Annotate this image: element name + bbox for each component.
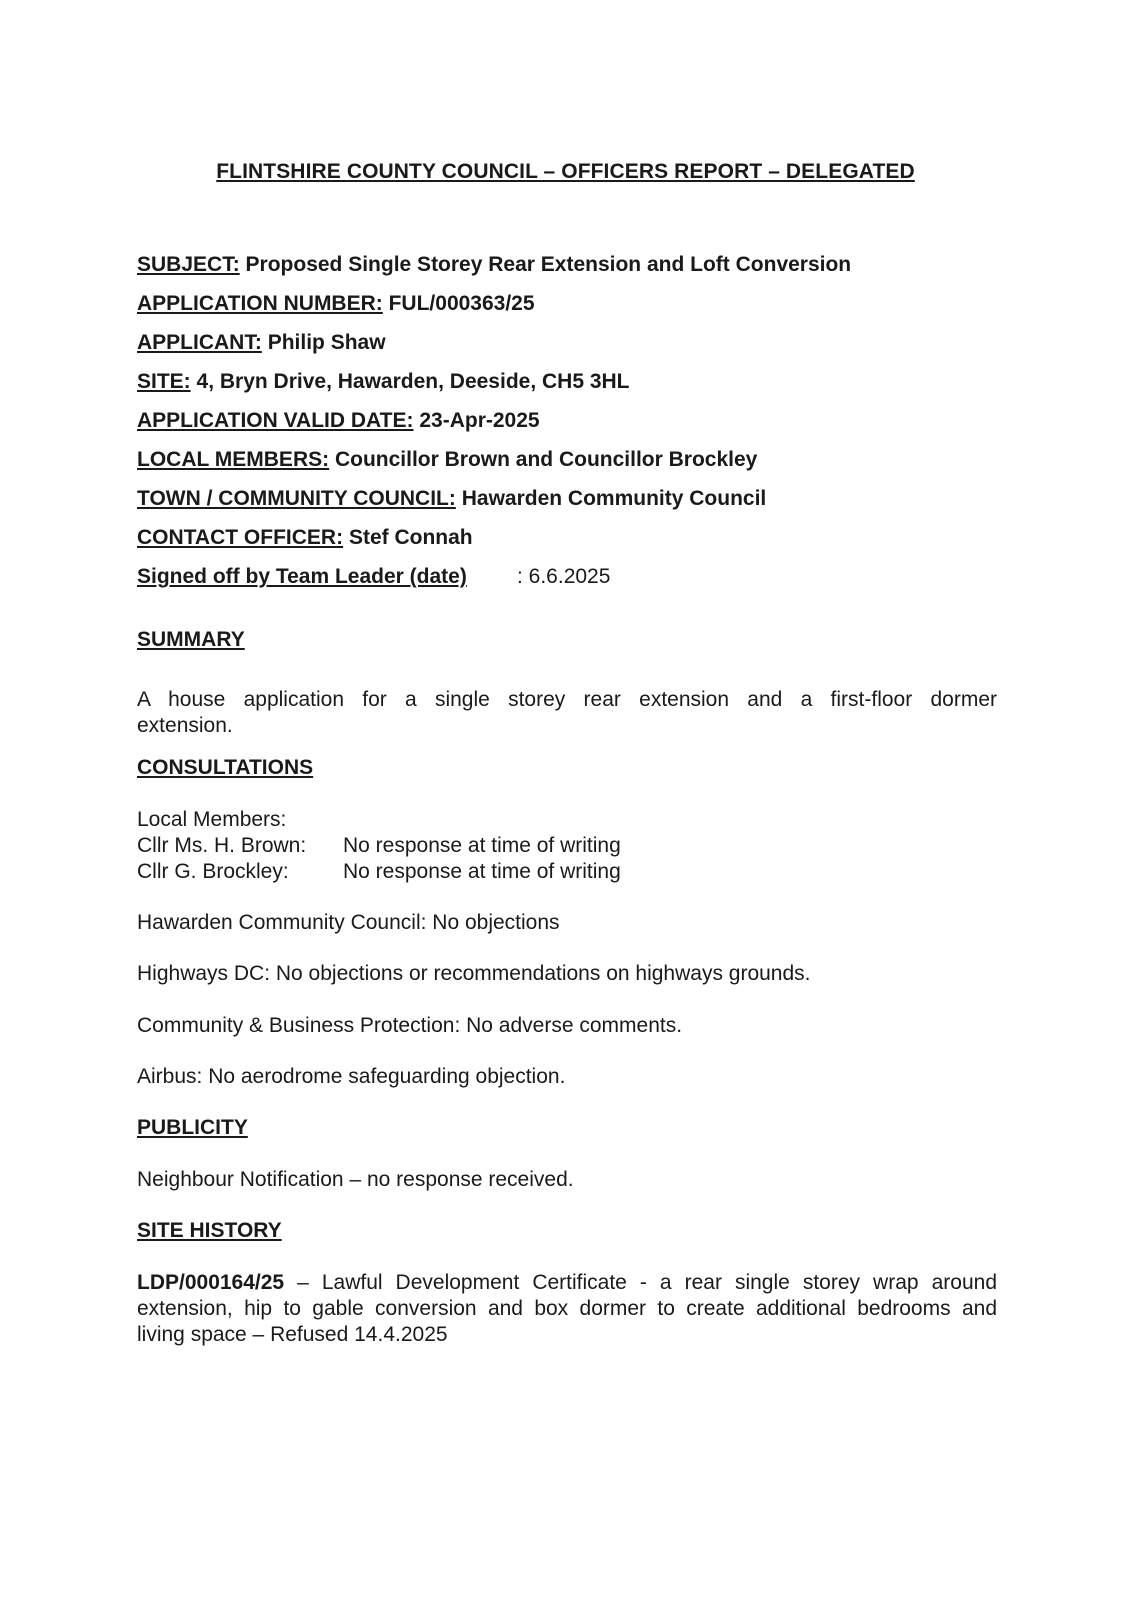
field-value: 4, Bryn Drive, Hawarden, Deeside, CH5 3HL <box>196 370 630 393</box>
field-site <box>137 370 630 394</box>
site-history-text: – Lawful Development Certificate - a rear single storey wrap around <box>284 1271 997 1294</box>
site-history-line: extension, hip to gable conversion and box dormer to create additional bedrooms and <box>137 1297 997 1320</box>
field-subject <box>137 253 851 277</box>
consultation-row <box>137 860 621 884</box>
field-value: FUL/000363/25 <box>388 292 535 315</box>
summary-heading: SUMMARY <box>137 628 245 651</box>
publicity-text: Neighbour Notification – no response received. <box>137 1168 574 1191</box>
page-title: FLINTSHIRE COUNTY COUNCIL – OFFICERS REPORT – DELEGATED <box>216 160 915 183</box>
community-council-response: Hawarden Community Council: No objections <box>137 911 560 934</box>
consultation-row <box>137 834 621 858</box>
field-label: LOCAL MEMBERS: <box>137 448 330 471</box>
field-label: APPLICATION NUMBER: <box>137 292 383 315</box>
field-value: 23-Apr-2025 <box>419 409 540 432</box>
consultee-name: Cllr Ms. H. Brown: <box>137 834 307 857</box>
field-value: Hawarden Community Council <box>461 487 767 510</box>
field-community-council <box>137 487 766 511</box>
field-label: SUBJECT: <box>137 253 240 276</box>
consultations-heading: CONSULTATIONS <box>137 756 314 779</box>
field-valid-date <box>137 409 540 433</box>
field-signed-off <box>137 565 610 589</box>
consultee-response: No response at time of writing <box>343 860 621 883</box>
field-value: Philip Shaw <box>267 331 386 354</box>
site-history-entry <box>137 1270 997 1348</box>
field-label: Signed off by Team Leader (date) <box>137 565 467 588</box>
site-history-line: living space – Refused 14.4.2025 <box>137 1323 448 1346</box>
field-label: CONTACT OFFICER: <box>137 526 344 549</box>
consultee-response: No response at time of writing <box>343 834 621 857</box>
field-value: Proposed Single Storey Rear Extension and Loft Conversion <box>245 253 852 276</box>
field-applicant <box>137 331 386 355</box>
summary-line: A house application for a single storey rear extension and a first-floor dormer <box>137 688 997 711</box>
field-value: Councillor Brown and Councillor Brockley <box>334 448 758 471</box>
publicity-heading: PUBLICITY <box>137 1116 248 1139</box>
site-history-heading: SITE HISTORY <box>137 1219 282 1242</box>
local-members-label: Local Members: <box>137 808 287 831</box>
airbus-response: Airbus: No aerodrome safeguarding objection. <box>137 1065 566 1088</box>
field-value: Stef Connah <box>348 526 473 549</box>
site-history-ref: LDP/000164/25 <box>137 1271 285 1294</box>
field-value: : 6.6.2025 <box>517 565 611 588</box>
field-label: APPLICANT: <box>137 331 262 354</box>
field-label: TOWN / COMMUNITY COUNCIL: <box>137 487 456 510</box>
field-contact-officer <box>137 526 473 550</box>
field-local-members <box>137 448 757 472</box>
summary-line: extension. <box>137 714 233 737</box>
highways-response: Highways DC: No objections or recommendations on highways grounds. <box>137 962 811 985</box>
site-history-line <box>137 1270 997 1296</box>
field-label: SITE: <box>137 370 191 393</box>
field-label: APPLICATION VALID DATE: <box>137 409 414 432</box>
summary-text <box>137 687 997 739</box>
community-business-response: Community & Business Protection: No adverse comments. <box>137 1014 683 1037</box>
consultee-name: Cllr G. Brockley: <box>137 860 289 883</box>
field-application-number <box>137 292 535 316</box>
